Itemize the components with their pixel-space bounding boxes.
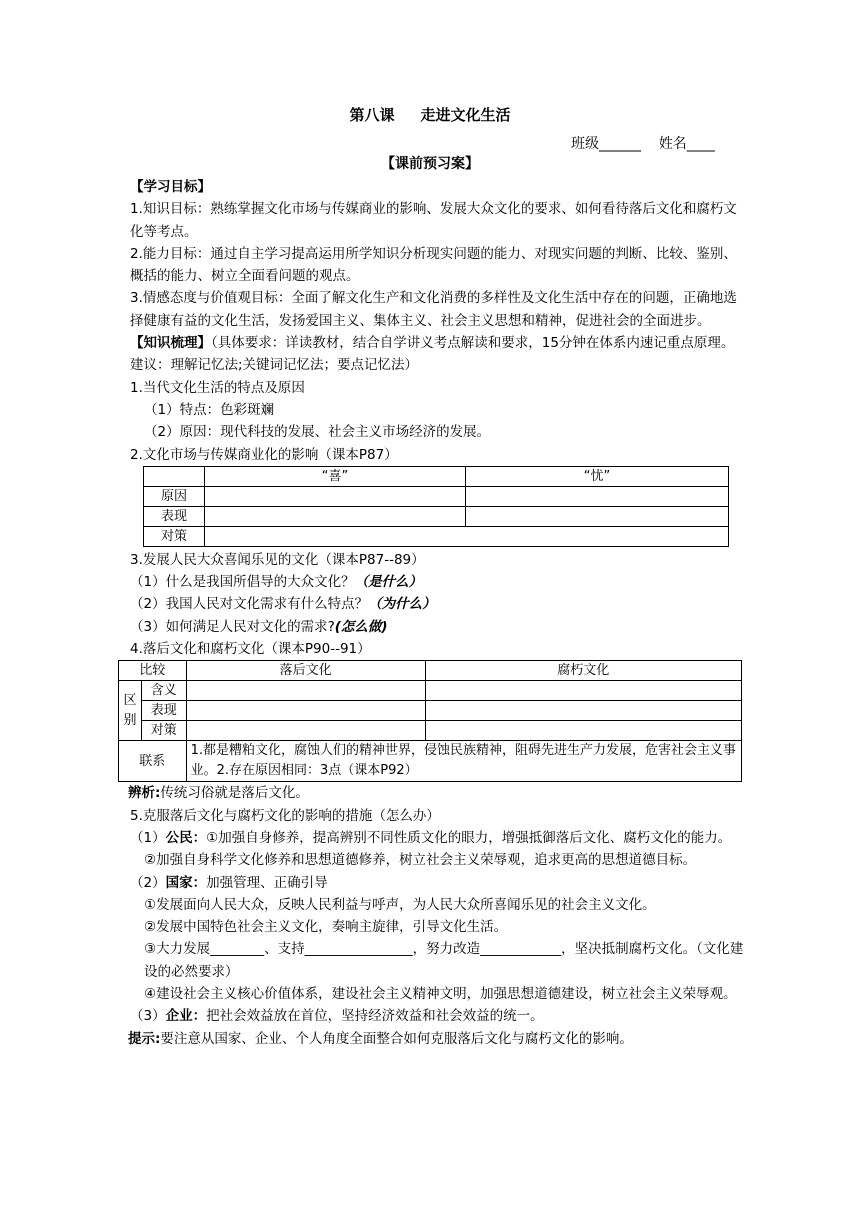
table-row-label: 对策 [142, 721, 187, 741]
goal-2: 2.能力目标：通过自主学习提高运用所学知识分析现实问题的能力、对现实问题的判断、比较、鉴别、概括的能力、树立全面看问题的观点。 [130, 245, 737, 285]
question-text: （2）我国人民对文化需求有什么特点？ [130, 596, 369, 613]
state-measure-1: ①发展面向人民大众，反映人民利益与呼声，为人民大众所喜闻乐见的社会主义文化。 [144, 896, 656, 913]
section-5-title: 5.克服落后文化与腐朽文化的影响的措施（怎么办） [130, 807, 440, 824]
backward-culture-header: 落后文化 [186, 661, 425, 681]
connection-text: 1.都是糟粕文化，腐蚀人们的精神世界，侵蚀民族精神，阻碍先进生产力发展，危害社会主义事业。2.存在原因相同：3点（课本P92） [186, 741, 741, 782]
enterprise-measure [130, 1005, 746, 1027]
section-1-title: 1.当代文化生活的特点及原因 [130, 379, 305, 396]
tip-label: 提示: [128, 1030, 161, 1047]
section-1-item-1: （1）特点：色彩斑斓 [144, 401, 275, 418]
goal-3: 3.情感态度与价值观目标：全面了解文化生产和文化消费的多样性及文化生活中存在的问题，正确地选择健康有益的文化生活，发扬爱国主义、集体主义、社会主义思想和精神，促进社会的全面进步。 [130, 290, 737, 329]
lesson-name: 走进文化生活 [420, 106, 511, 124]
knowledge-heading: 【知识梳理】 [130, 335, 211, 352]
state-measure-4: ④建设社会主义核心价值体系，建设社会主义精神文明，加强思想道德建设，树立社会主义荣辱观。 [144, 986, 737, 1003]
citizen-measure-1 [130, 827, 746, 849]
state-measure-heading [130, 872, 746, 894]
table-row [144, 506, 729, 526]
fill-blank[interactable]: ________ [210, 941, 265, 958]
table-cell[interactable] [205, 526, 729, 546]
section-3-question-2 [130, 593, 746, 615]
table-cell[interactable] [186, 701, 425, 721]
section-1-item-2: （2）原因：现代科技的发展、社会主义市场经济的发展。 [144, 424, 491, 441]
measure-text: ③大力发展 [144, 941, 211, 958]
table-row-label: 含义 [142, 681, 187, 701]
goals-heading: 【学习目标】 [130, 179, 211, 195]
document-body [123, 176, 746, 1050]
table-cell [144, 466, 205, 486]
table-header-worry: “忧” [466, 466, 729, 486]
state-label: 国家： [165, 874, 207, 891]
table-cell[interactable] [425, 681, 741, 701]
knowledge-requirement: （具体要求：详读教材，结合自学讲义考点解读和要求，15分钟在体系内速记重点原理。建议：理解记忆法;关键词记忆法；要点记忆法） [130, 335, 735, 374]
item-number: （2） [130, 874, 166, 891]
tip-line [128, 1028, 746, 1050]
table-header-joy: “喜” [205, 466, 466, 486]
section-3-question-1 [130, 571, 746, 593]
name-field[interactable]: 姓名____ [658, 136, 715, 152]
table-cell[interactable] [466, 506, 729, 526]
table-row [144, 526, 729, 546]
table-row-label: 表现 [142, 701, 187, 721]
table-row [144, 486, 729, 506]
citizen-measure-2: ②加强自身科学文化修养和思想道德修养，树立社会主义荣辱观，追求更高的思想道德目标。 [144, 852, 697, 869]
difference-label [119, 681, 142, 741]
table-row-label: 表现 [144, 506, 205, 526]
table-cell[interactable] [425, 721, 741, 741]
table-cell[interactable] [466, 486, 729, 506]
lesson-title [0, 104, 860, 125]
item-number: （1） [130, 829, 166, 846]
section-3-title: 3.发展人民大众喜闻乐见的文化（课本P87--89） [130, 551, 425, 568]
table-cell[interactable] [205, 486, 466, 506]
joy-worry-table [143, 466, 729, 547]
difference-char: 区 [123, 692, 137, 708]
class-name-line [571, 133, 715, 153]
analysis-label: 辨析: [128, 785, 161, 802]
table-row-label: 对策 [144, 526, 205, 546]
measure-text: 、支持 [264, 941, 305, 958]
culture-compare-table [118, 660, 742, 782]
table-row [119, 681, 742, 701]
table-cell[interactable] [186, 681, 425, 701]
table-row [119, 661, 742, 681]
analysis-text: 传统习俗就是落后文化。 [160, 785, 309, 802]
connection-label: 联系 [119, 741, 187, 782]
table-cell[interactable] [186, 721, 425, 741]
measure-text: ，坚决抵制腐朽文化。（文化建设的必然要求） [144, 941, 744, 980]
difference-char: 别 [123, 712, 137, 728]
question-hint: (怎么做) [334, 618, 388, 635]
table-cell[interactable] [425, 701, 741, 721]
fill-blank[interactable]: ________________ [304, 941, 413, 958]
citizen-label: 公民： [165, 829, 207, 846]
knowledge-intro [130, 332, 746, 377]
table-row [119, 741, 742, 782]
question-text: （3）如何满足人民对文化的需求? [130, 618, 335, 635]
analysis-line [128, 782, 746, 804]
measure-text: 加强管理、正确引导 [206, 874, 328, 891]
state-measure-2: ②发展中国特色社会主义文化，奏响主旋律，引导文化生活。 [144, 919, 508, 936]
question-hint: （为什么） [368, 596, 436, 613]
compare-header: 比较 [119, 661, 187, 681]
measure-text: 把社会效益放在首位，坚持经济效益和社会效益的统一。 [206, 1008, 544, 1025]
question-hint: （是什么） [354, 574, 423, 591]
section-3-question-3 [130, 616, 746, 638]
tip-text: 要注意从国家、企业、个人角度全面整合如何克服落后文化与腐朽文化的影响。 [160, 1030, 633, 1047]
table-cell[interactable] [205, 506, 466, 526]
table-row [119, 721, 742, 741]
measure-text: ，努力改造 [412, 941, 481, 958]
section-2-title: 2.文化市场与传媒商业化的影响（课本P87） [130, 446, 398, 463]
table-row-label: 原因 [144, 486, 205, 506]
table-row [144, 466, 729, 486]
fill-blank[interactable]: ____________ [480, 941, 562, 958]
preview-plan-heading: 【课前预习案】 [381, 156, 479, 172]
lesson-number: 第八课 [349, 106, 395, 124]
measure-text: ①加强自身修养，提高辨别不同性质文化的眼力，增强抵御落后文化、腐朽文化的能力。 [206, 829, 732, 846]
section-4-title: 4.落后文化和腐朽文化（课本P90--91） [130, 641, 371, 658]
table-row [119, 701, 742, 721]
goal-1: 1.知识目标：熟练掌握文化市场与传媒商业的影响、发展大众文化的要求、如何看待落后文化和腐朽文化等考点。 [130, 201, 737, 240]
question-text: （1）什么是我国所倡导的大众文化？ [130, 574, 355, 591]
enterprise-label: 企业： [165, 1008, 207, 1025]
decadent-culture-header: 腐朽文化 [425, 661, 741, 681]
class-field[interactable]: 班级______ [571, 136, 641, 152]
item-number: （3） [130, 1008, 166, 1025]
state-measure-3 [130, 938, 746, 983]
